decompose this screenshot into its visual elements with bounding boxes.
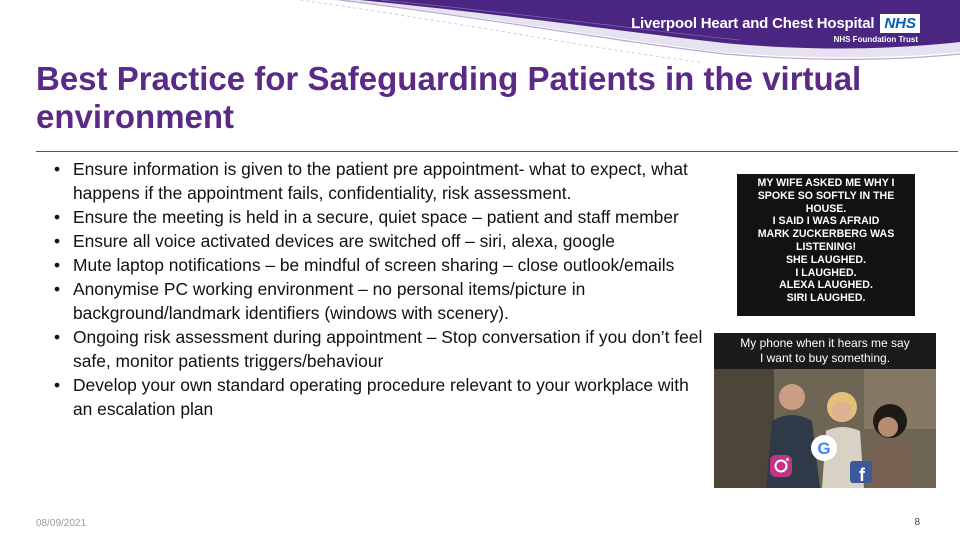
bullet-item: • Mute laptop notifications – be mindful of screen sharing – close outlook/emails xyxy=(54,253,704,277)
organization-brand xyxy=(631,14,920,44)
meme-zuckerberg-joke xyxy=(737,174,915,316)
meme-caption: My phone when it hears me say I want to buy something. xyxy=(714,333,936,369)
meme-text-line: SPOKE SO SOFTLY IN THE xyxy=(757,189,895,202)
meme-text-line: ALEXA LAUGHED. xyxy=(779,279,873,292)
google-icon xyxy=(811,435,837,461)
meme-text-line: MARK ZUCKERBERG WAS xyxy=(757,228,895,241)
organization-name: Liverpool Heart and Chest Hospital xyxy=(631,15,875,32)
page-number: 8 xyxy=(914,517,920,528)
slide-title: Best Practice for Safeguarding Patients in the virtual environment xyxy=(36,60,862,135)
meme-text-line: SHE LAUGHED. xyxy=(785,253,867,266)
bullet-item: • Ongoing risk assessment during appointment – Stop conversation if you don’t feel safe, monitor patients triggers/behaviour xyxy=(54,325,704,373)
meme-text-line: I SAID I WAS AFRAID xyxy=(772,215,880,228)
meme-text-line: I LAUGHED. xyxy=(795,266,857,279)
footer-date: 08/09/2021 xyxy=(36,518,87,529)
bullet-item: • Ensure the meeting is held in a secure, quiet space – patient and staff member xyxy=(54,205,704,229)
person-face xyxy=(779,384,805,410)
bullet-item: • Ensure all voice activated devices are switched off – siri, alexa, google xyxy=(54,229,704,253)
bullet-item: • Develop your own standard operating procedure relevant to your workplace with an escalation plan xyxy=(54,373,704,421)
instagram-icon xyxy=(770,455,792,477)
bullet-list xyxy=(54,157,704,421)
organization-subtitle: NHS Foundation Trust xyxy=(833,35,918,44)
meme-text-line: LISTENING! xyxy=(795,240,857,253)
meme-phone-listening xyxy=(714,333,936,488)
meme-photo-scene xyxy=(714,369,936,488)
meme-text-line: MY WIFE ASKED ME WHY I xyxy=(757,177,895,189)
meme-text-line: HOUSE. xyxy=(805,202,847,215)
bullet-item: • Ensure information is given to the patient pre appointment- what to expect, what happens if the appointment fails, confidentiality, risk assessment. xyxy=(54,157,704,205)
bullet-item: • Anonymise PC working environment – no personal items/picture in background/landmark identifiers (windows with scenery). xyxy=(54,277,704,325)
svg-text:f: f xyxy=(859,465,865,485)
meme-text-line: SIRI LAUGHED. xyxy=(786,292,866,305)
title-divider xyxy=(36,151,958,152)
nhs-logo: NHS xyxy=(880,14,920,33)
facebook-icon xyxy=(850,461,872,485)
svg-text:G: G xyxy=(817,439,831,458)
